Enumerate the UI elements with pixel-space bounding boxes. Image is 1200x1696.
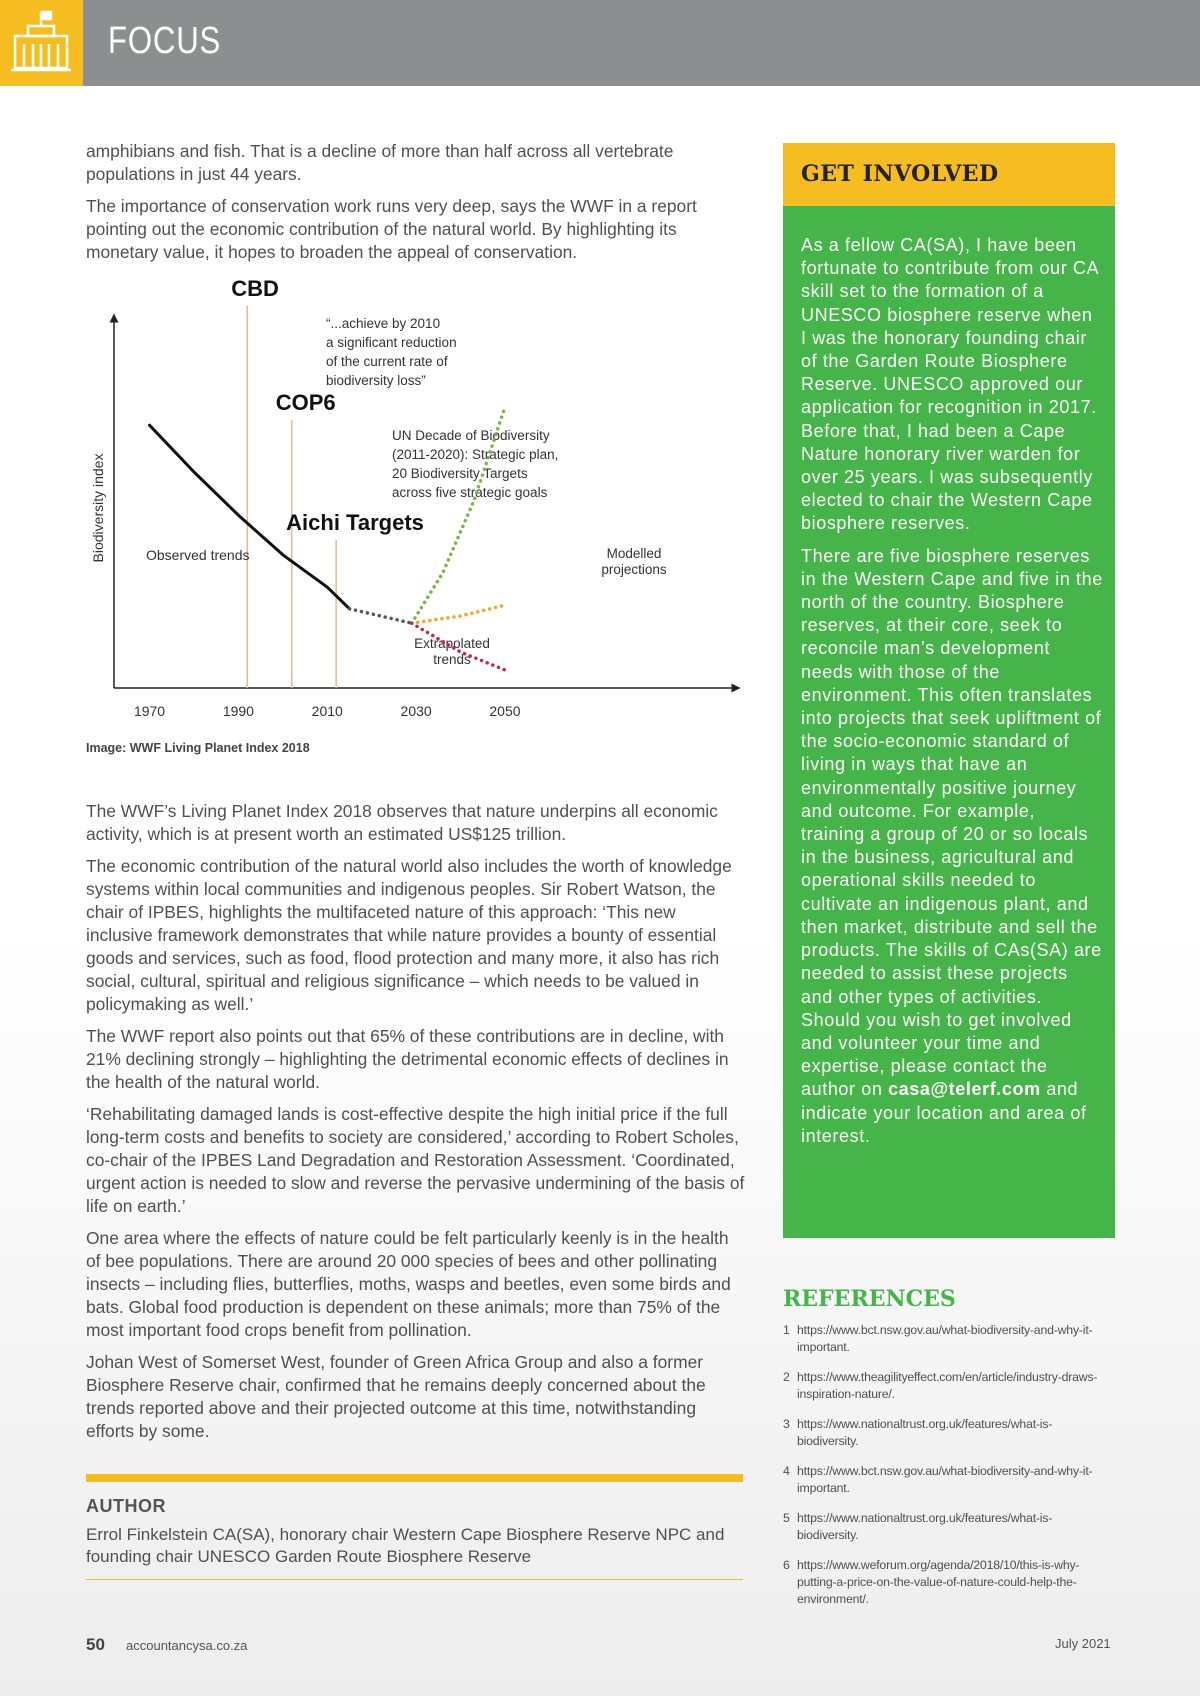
x-tick-label: 2030 [400, 703, 432, 718]
reference-item [783, 1369, 1113, 1403]
page-header [0, 0, 1200, 86]
reference-link[interactable]: https://www.bct.nsw.gov.au/what-biodiversity-and-why-it-important. [797, 1464, 1093, 1495]
footer-site: accountancysa.co.za [126, 1638, 248, 1653]
extrapolated-trends-label: Extrapolated [414, 636, 490, 651]
series-line-modelled-projections-stable [412, 605, 505, 623]
author-bottom-divider [86, 1579, 743, 1580]
milestone-label: COP6 [275, 390, 336, 415]
extrapolated-trends-label: trends [433, 652, 471, 667]
get-involved-paragraph [801, 545, 1103, 1148]
reference-item [783, 1557, 1113, 1608]
reference-number: 1 [783, 1323, 790, 1337]
x-tick-label: 1970 [133, 703, 166, 718]
un-decade-text: UN Decade of Biodiversity [392, 428, 550, 443]
paragraph: One area where the effects of nature could be felt particularly keenly is in the health of bee populations. There are around 20 000 species of bees and other pollinating insects – including flies, butterflies, moths, wasps and beetles, even some birds and bats. Global food production is dependent on these animals; more than 75% of the most important food crops benefit from pollination. [86, 1228, 731, 1340]
reference-number: 2 [783, 1370, 790, 1384]
author-bio: Errol Finkelstein CA(SA), honorary chair Western Cape Biosphere Reserve NPC and founding chair UNESCO Garden Route Biosphere Reserve [86, 1525, 725, 1566]
milestone-label: Aichi Targets [286, 510, 424, 535]
modelled-projections-label: Modelled [606, 546, 662, 561]
page-number: 50 [86, 1635, 105, 1654]
un-decade-text: across five strategic goals [392, 485, 548, 500]
footer-date: July 2021 [1055, 1636, 1111, 1651]
cbd-quote-text: “...achieve by 2010 [326, 316, 441, 331]
x-tick-label: 2010 [311, 703, 343, 718]
reference-number: 4 [783, 1464, 790, 1478]
references-list [783, 1322, 1113, 1621]
image-caption: Image: WWF Living Planet Index 2018 [86, 741, 310, 755]
author-heading: AUTHOR [86, 1496, 166, 1516]
get-involved-paragraph: As a fellow CA(SA), I have been fortunate to contribute from our CA skill set to the formation of a UNESCO biosphere reserve when I was the honorary founding chair of the Garden Route Biosphere Reserve. UNESCO approved our application for recognition in 2017. Before that, I had been a Cape Nature honorary river warden for over 25 years. I was subsequently elected to chair the Western Cape biosphere reserves. [801, 235, 1099, 534]
paragraph: The WWF’s Living Planet Index 2018 observes that nature underpins all economic activity, which is at present worth an estimated US$125 trillion. [86, 801, 718, 844]
x-tick-label: 1990 [222, 703, 254, 718]
observed-trends-label: Observed trends [146, 547, 250, 563]
chart-svg [86, 278, 746, 718]
paragraph: The WWF report also points out that 65% of these contributions are in decline, with 21% declining strongly – highlighting the detrimental economic effects of declines in the health of the natural world. [86, 1026, 729, 1092]
paragraph: amphibians and fish. That is a decline of more than half across all vertebrate populations in just 44 years. [86, 141, 674, 184]
milestone-label: CBD [231, 278, 279, 301]
reference-item [783, 1322, 1113, 1356]
get-involved-title: GET INVOLVED [801, 161, 999, 187]
get-involved-text: There are five biosphere reserves in the Western Cape and five in the north of the country. Biosphere reserves, at their core, seek to reconcile man’s development needs with those of the environment. This often translates into projects that seek upliftment of the socio-economic standard of living in ways that have an environmentally positive journey and outcome. For example, training a group of 20 or so locals in the business, agricultural and operational skills needed to cultivate an indigenous plant, and then market, distribute and sell the products. The skills of CAs(SA) are needed to assist these projects and other types of activities. Should you wish to get involved and volunteer your time and expertise, please contact the author on [801, 545, 1103, 1100]
article-body [86, 800, 746, 1452]
get-involved-text: and indicate your location and area of interest. [801, 1079, 1087, 1146]
cbd-quote-text: biodiversity loss” [326, 373, 426, 388]
paragraph: ‘Rehabilitating damaged lands is cost-effective despite the high initial price if the full long-term costs and benefits to society are considered,’ according to Robert Scholes, co-chair of the IPBES Land Degradation and Restoration Assessment. ‘Coordinated, urgent action is needed to slow and reverse the pervasive undermining of the basis of life on earth.’ [86, 1104, 745, 1216]
reference-item [783, 1463, 1113, 1497]
reference-number: 3 [783, 1417, 790, 1431]
y-axis-label: Biodiversity index [90, 453, 106, 563]
reference-item [783, 1510, 1113, 1544]
paragraph: The importance of conservation work runs very deep, says the WWF in a report pointing out the economic contribution of the natural world. By highlighting its monetary value, it hopes to broaden the appeal of conservation. [86, 196, 697, 262]
reference-number: 6 [783, 1558, 790, 1572]
biodiversity-chart [86, 278, 746, 718]
get-involved-header [783, 143, 1115, 206]
article-intro [86, 140, 746, 273]
references-title: REFERENCES [783, 1286, 956, 1312]
header-icon-box [0, 0, 83, 86]
building-icon [0, 0, 83, 86]
un-decade-text: (2011-2020): Strategic plan, [392, 447, 559, 462]
contact-email-link[interactable]: casa@telerf.com [888, 1079, 1041, 1100]
reference-item [783, 1416, 1113, 1450]
un-decade-text: 20 Biodiversity Targets [392, 466, 528, 481]
get-involved-box [783, 206, 1115, 1238]
reference-number: 5 [783, 1511, 790, 1525]
reference-link[interactable]: https://www.nationaltrust.org.uk/features/what-is-biodiversity. [797, 1511, 1053, 1542]
reference-link[interactable]: https://www.bct.nsw.gov.au/what-biodiversity-and-why-it-important. [797, 1323, 1093, 1354]
series-line-extrapolated-trends [350, 609, 412, 623]
x-tick-label: 2050 [489, 703, 521, 718]
modelled-projections-label: projections [601, 562, 667, 577]
reference-link[interactable]: https://www.nationaltrust.org.uk/features/what-is-biodiversity. [797, 1417, 1053, 1448]
section-title: FOCUS [108, 20, 222, 62]
cbd-quote-text: a significant reduction [326, 335, 457, 350]
reference-link[interactable]: https://www.theagilityeffect.com/en/article/industry-draws-inspiration-nature/. [797, 1370, 1098, 1401]
reference-link[interactable]: https://www.weforum.org/agenda/2018/10/this-is-why-putting-a-price-on-the-value-of-nature-could-help-the-environment/. [797, 1558, 1080, 1606]
paragraph: Johan West of Somerset West, founder of Green Africa Group and also a former Biosphere Reserve chair, confirmed that he remains deeply concerned about the trends reported above and their projected outcome at this time, notwithstanding efforts by some. [86, 1352, 706, 1441]
author-divider [86, 1474, 743, 1482]
cbd-quote-text: of the current rate of [326, 354, 448, 369]
paragraph: The economic contribution of the natural world also includes the worth of knowledge systems within local communities and indigenous peoples. Sir Robert Watson, the chair of IPBES, highlights the multifaceted nature of this approach: ‘This new inclusive framework demonstrates that while nature provides a bounty of essential goods and services, such as food, flood protection and many more, it also has rich social, cultural, spiritual and religious significance – which needs to be valued in policymaking as well.’ [86, 856, 732, 1014]
